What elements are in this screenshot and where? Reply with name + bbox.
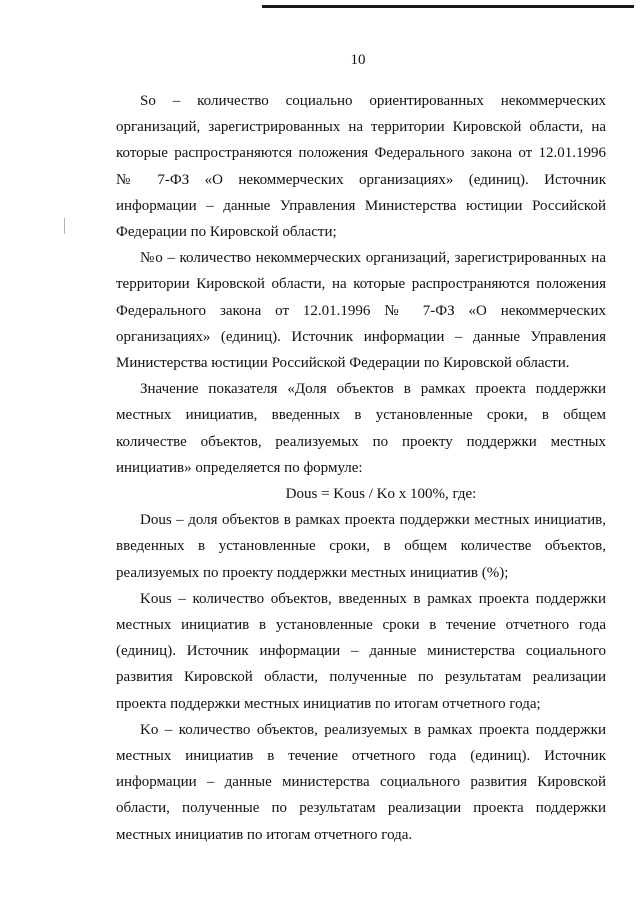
paragraph-indicator-intro: Значение показателя «Доля объектов в рамках проекта поддержки местных инициатив, введенных в установленные сроки, в общем количестве объектов, реализуемых по проекту поддержки местных инициатив» определяется по формуле: — [116, 381, 606, 476]
paragraph-dous-definition: Dous – доля объектов в рамках проекта поддержки местных инициатив, введенных в установленные сроки, в общем количестве объектов, реализуемых по проекту поддержки местных инициатив (%); — [116, 512, 606, 581]
paragraph-kous-definition: Kous – количество объектов, введенных в рамках проекта поддержки местных инициатив в установленные сроки в течение отчетного года (единиц). Источник информации – данные министерства социального развития Кировской области, полученные по результатам реализации проекта поддержки местных инициатив по итогам отчетного года; — [116, 590, 606, 712]
paragraph-so-definition: So – количество социально ориентированных некоммерческих организаций, зарегистрированных на территории Кировской области, на которые распространяются положения Федерального закона от 12.01.1996 № 7-ФЗ «О некоммерческих организациях» (единиц). Источник информации – данные Управления Министерства юстиции Российской Федерации по Кировской области; — [116, 93, 606, 241]
margin-mark — [64, 218, 65, 234]
paragraph-no-definition: №о – количество некоммерческих организаций, зарегистрированных на территории Кировской области, на которые распространяются положения Федерального закона от 12.01.1996 № 7-ФЗ «О некоммерческих организациях» (единиц). Источник информации – данные Управления Министерства юстиции Российской Федерации по Кировской области. — [116, 250, 606, 372]
document-body — [116, 88, 606, 848]
top-rule — [262, 5, 634, 8]
page-number: 10 — [350, 52, 366, 68]
formula: Dous = Kous / Ko x 100%, где: — [285, 486, 477, 503]
paragraph-ko-definition: Ko – количество объектов, реализуемых в рамках проекта поддержки местных инициатив в течение отчетного года (единиц). Источник информации – данные министерства социального развития Кировской области, полученные по результатам реализации проекта поддержки местных инициатив по итогам отчетного года. — [116, 721, 606, 843]
